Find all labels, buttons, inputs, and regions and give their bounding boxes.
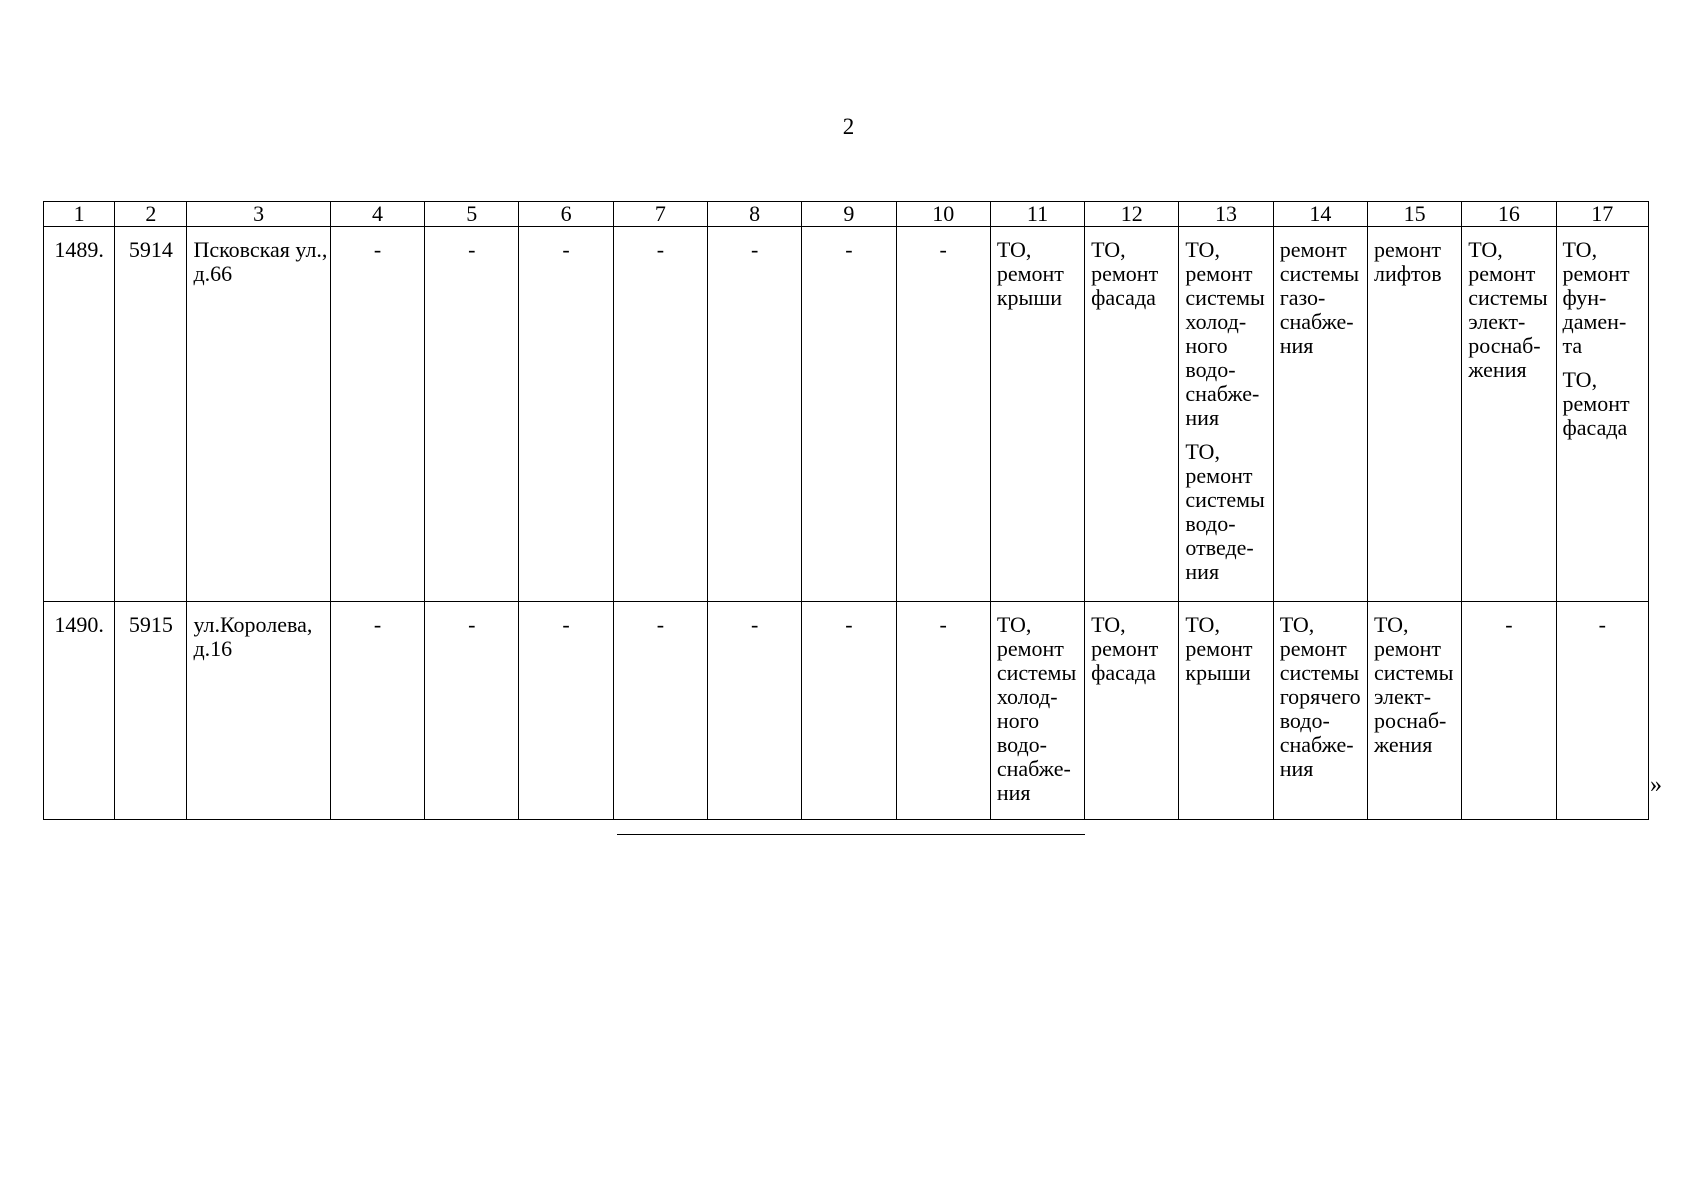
address-line: д.66 bbox=[193, 261, 233, 286]
cell-text-line: системы bbox=[1185, 285, 1265, 310]
cell-text-line: ного bbox=[1185, 333, 1228, 358]
cell-text-line: системы bbox=[1279, 261, 1360, 286]
cell-text-line: ремонт bbox=[1185, 261, 1253, 286]
cell-text-line: ремонт bbox=[1468, 261, 1536, 286]
dash-cell: - bbox=[425, 602, 519, 820]
cell-text-line: ния bbox=[1279, 333, 1314, 358]
cell-text-line: роснаб- bbox=[1373, 708, 1447, 733]
column-header: 3 bbox=[187, 202, 330, 227]
address-cell bbox=[187, 227, 330, 602]
cell-text-line: ремонт bbox=[1562, 261, 1630, 286]
code-cell: 5914 bbox=[115, 227, 187, 602]
cell-text-line: системы bbox=[1185, 487, 1265, 512]
dash-cell: - bbox=[1462, 602, 1556, 820]
cell-text-line: системы bbox=[996, 660, 1077, 685]
closing-quote: » bbox=[1650, 772, 1662, 798]
cell-text-line: водо- bbox=[1279, 708, 1330, 733]
address-cell bbox=[187, 602, 330, 820]
dash-cell: - bbox=[425, 227, 519, 602]
cell-text-line: ТО, bbox=[1468, 237, 1503, 262]
dash-cell: - bbox=[708, 602, 802, 820]
cell-text-line: водо- bbox=[1185, 357, 1236, 382]
work-cell bbox=[1273, 227, 1367, 602]
cell-text-line: элект- bbox=[1373, 684, 1432, 709]
cell-text-line: снабже- bbox=[1279, 732, 1354, 757]
page-number: 2 bbox=[842, 114, 855, 139]
cell-text-line: ния bbox=[996, 780, 1031, 805]
column-header: 14 bbox=[1273, 202, 1367, 227]
column-header: 5 bbox=[425, 202, 519, 227]
table-row bbox=[44, 602, 1649, 820]
cell-text-line: ТО, bbox=[1185, 237, 1220, 262]
cell-text-line: жения bbox=[1373, 732, 1433, 757]
cell-text-line: ремонт bbox=[1091, 261, 1159, 286]
column-header: 16 bbox=[1462, 202, 1556, 227]
dash-cell: - bbox=[613, 227, 707, 602]
work-cell bbox=[1462, 227, 1556, 602]
column-header: 9 bbox=[802, 202, 896, 227]
cell-text-line: холод- bbox=[1185, 309, 1247, 334]
cell-text-line: ния bbox=[1279, 756, 1314, 781]
address-line: Псковская ул., bbox=[193, 237, 328, 262]
cell-text-line: ремонт bbox=[1091, 636, 1159, 661]
work-cell bbox=[990, 602, 1084, 820]
cell-text-line: ремонт bbox=[996, 261, 1064, 286]
cell-text-line: ного bbox=[996, 708, 1040, 733]
dash-cell: - bbox=[1556, 602, 1648, 820]
dash-cell: - bbox=[519, 602, 613, 820]
cell-text-line: ремонт bbox=[1373, 237, 1442, 262]
cell-text-line: дамен- bbox=[1562, 309, 1627, 334]
work-cell bbox=[1179, 602, 1273, 820]
work-cell bbox=[1085, 602, 1179, 820]
column-header: 8 bbox=[708, 202, 802, 227]
cell-text-line: ремонт bbox=[1279, 636, 1347, 661]
code-cell: 5915 bbox=[115, 602, 187, 820]
cell-text-line: ТО, bbox=[1185, 439, 1220, 464]
column-header: 12 bbox=[1085, 202, 1179, 227]
dash-cell: - bbox=[896, 602, 990, 820]
footer-rule bbox=[617, 834, 1085, 835]
cell-text-line: ремонт bbox=[1185, 636, 1253, 661]
cell-text-line: водо- bbox=[1185, 511, 1236, 536]
work-cell bbox=[1273, 602, 1367, 820]
column-header: 7 bbox=[613, 202, 707, 227]
cell-text-line: ТО, bbox=[1091, 237, 1126, 262]
cell-text-line: фасада bbox=[1562, 415, 1628, 440]
column-header: 1 bbox=[44, 202, 115, 227]
column-header: 11 bbox=[990, 202, 1084, 227]
cell-text-line: горячего bbox=[1279, 684, 1361, 709]
cell-text-line: снабже- bbox=[1185, 381, 1260, 406]
column-header: 4 bbox=[330, 202, 424, 227]
cell-text-line: системы bbox=[1468, 285, 1548, 310]
cell-text-line: ТО, bbox=[1091, 612, 1126, 637]
cell-text-line: крыши bbox=[1185, 660, 1251, 685]
cell-text-line: холод- bbox=[996, 684, 1058, 709]
cell-text-line: снабже- bbox=[1279, 309, 1354, 334]
row-number-cell: 1490. bbox=[44, 602, 115, 820]
dash-cell: - bbox=[613, 602, 707, 820]
work-cell bbox=[990, 227, 1084, 602]
column-header: 15 bbox=[1367, 202, 1461, 227]
dash-cell: - bbox=[802, 602, 896, 820]
column-header: 17 bbox=[1556, 202, 1648, 227]
row-number-cell: 1489. bbox=[44, 227, 115, 602]
cell-text-line: системы bbox=[1279, 660, 1360, 685]
cell-text-line: отведе- bbox=[1185, 535, 1254, 560]
work-cell bbox=[1179, 227, 1273, 602]
dash-cell: - bbox=[330, 602, 424, 820]
cell-text-line: элект- bbox=[1468, 309, 1526, 334]
cell-text-line: жения bbox=[1468, 357, 1527, 382]
dash-cell: - bbox=[330, 227, 424, 602]
cell-text-line: роснаб- bbox=[1468, 333, 1541, 358]
cell-text-line: фун- bbox=[1562, 285, 1607, 310]
work-cell bbox=[1367, 602, 1461, 820]
table-row bbox=[44, 227, 1649, 602]
cell-text-line: газо- bbox=[1279, 285, 1326, 310]
dash-cell: - bbox=[802, 227, 896, 602]
cell-text-line: крыши bbox=[996, 285, 1063, 310]
work-cell bbox=[1367, 227, 1461, 602]
column-header: 2 bbox=[115, 202, 187, 227]
cell-text-line: ремонт bbox=[1373, 636, 1442, 661]
column-header: 6 bbox=[519, 202, 613, 227]
data-table bbox=[43, 201, 1649, 820]
cell-text-line: водо- bbox=[996, 732, 1047, 757]
address-line: ул.Королева, bbox=[193, 612, 313, 637]
work-cell bbox=[1556, 227, 1648, 602]
cell-text-line: ТО, bbox=[1185, 612, 1220, 637]
cell-text-line: ния bbox=[1185, 405, 1220, 430]
dash-cell: - bbox=[708, 227, 802, 602]
cell-text-line: системы bbox=[1373, 660, 1454, 685]
cell-text-line: ТО, bbox=[1562, 367, 1598, 392]
cell-text-line: ремонт bbox=[1279, 237, 1347, 262]
cell-text-line: ния bbox=[1185, 559, 1220, 584]
address-line: д.16 bbox=[193, 636, 233, 661]
cell-text-line: ремонт bbox=[1185, 463, 1253, 488]
cell-text-line: снабже- bbox=[996, 756, 1071, 781]
cell-text-line: ТО, bbox=[996, 612, 1032, 637]
cell-text-line: ТО, bbox=[1279, 612, 1315, 637]
cell-text-line: ТО, bbox=[996, 237, 1032, 262]
work-cell bbox=[1085, 227, 1179, 602]
cell-text-line: ТО, bbox=[1562, 237, 1598, 262]
cell-text-line: ремонт bbox=[996, 636, 1064, 661]
cell-text-line: фасада bbox=[1091, 660, 1156, 685]
cell-text-line: лифтов bbox=[1373, 261, 1442, 286]
dash-cell: - bbox=[896, 227, 990, 602]
cell-text-line: фасада bbox=[1091, 285, 1156, 310]
column-header: 10 bbox=[896, 202, 990, 227]
table-header-row bbox=[44, 202, 1649, 227]
cell-text-line: ремонт bbox=[1562, 391, 1630, 416]
dash-cell: - bbox=[519, 227, 613, 602]
cell-text-line: ТО, bbox=[1373, 612, 1409, 637]
cell-text-line: та bbox=[1562, 333, 1583, 358]
column-header: 13 bbox=[1179, 202, 1273, 227]
